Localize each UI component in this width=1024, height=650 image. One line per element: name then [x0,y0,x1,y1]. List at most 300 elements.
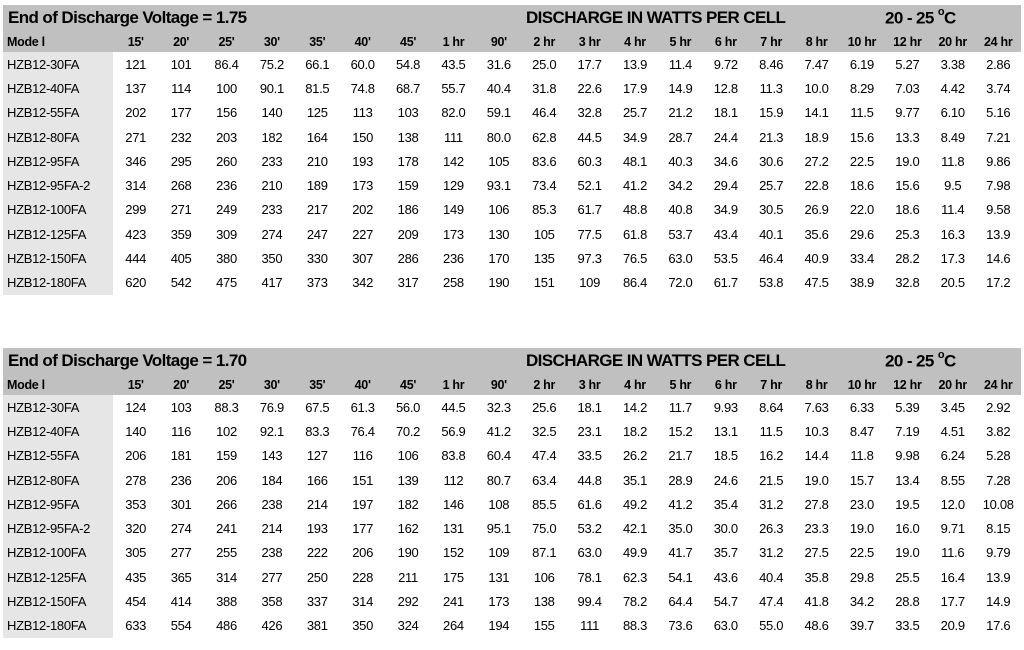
watts-value-cell: 61.7 [577,202,602,218]
watts-value-cell: 90.1 [259,80,284,96]
watts-value-cell: 184 [261,472,283,488]
watts-value-cell: 76.4 [350,423,375,439]
watts-value-cell: 17.2 [986,275,1011,291]
watts-value-cell: 217 [306,202,328,218]
watts-value-cell: 194 [488,618,510,634]
duration-column-header: 6 hr [703,374,748,395]
model-name-cell: HZB12-55FA [3,101,113,125]
model-name-cell: HZB12-95FA [3,492,113,516]
watts-value-cell: 12.0 [940,496,965,512]
watts-value-cell: 19.0 [804,472,829,488]
watts-value-cell: 87.1 [532,545,557,561]
discharge-table [3,374,1021,638]
watts-value-cell: 16.0 [895,521,920,537]
watts-value-cell: 16.2 [759,448,784,464]
watts-value-cell: 35.8 [804,569,829,585]
duration-column-header: 3 hr [567,31,612,52]
watts-value-cell: 130 [488,226,510,242]
watts-value-cell: 29.8 [849,569,874,585]
watts-value-cell: 41.2 [486,423,511,439]
watts-value-cell: 48.1 [622,153,648,169]
model-column-header: Mode l [3,31,113,52]
watts-value-cell: 28.8 [895,594,920,610]
watts-value-cell: 35.6 [804,226,829,242]
watts-value-cell: 15.6 [849,129,874,145]
table-row [3,125,1021,149]
watts-value-cell: 19.5 [895,496,920,512]
watts-value-cell: 131 [443,521,464,537]
watts-value-cell: 21.3 [759,129,784,145]
watts-value-cell: 27.2 [804,153,829,169]
watts-value-cell: 93.1 [486,178,511,194]
watts-value-cell: 56.0 [395,399,421,415]
watts-value-cell: 266 [216,496,237,512]
watts-value-cell: 182 [261,129,283,145]
watts-value-cell: 211 [398,569,418,585]
watts-value-cell: 162 [397,521,419,537]
watts-value-cell: 22.5 [849,153,874,169]
duration-column-header: 25' [204,374,249,395]
watts-value-cell: 7.03 [895,80,920,96]
watts-value-cell: 46.4 [532,105,557,121]
watts-value-cell: 11.5 [850,105,874,121]
watts-value-cell: 286 [397,251,419,267]
watts-value-cell: 111 [443,129,463,145]
watts-value-cell: 88.3 [214,399,239,415]
watts-value-cell: 373 [306,275,328,291]
watts-value-cell: 83.8 [441,448,466,464]
watts-value-cell: 2.86 [986,56,1011,72]
watts-value-cell: 129 [443,178,464,194]
watts-value-cell: 3.74 [986,80,1011,96]
watts-value-cell: 210 [261,178,283,194]
header-row [3,374,1021,395]
watts-value-cell: 359 [170,226,192,242]
watts-value-cell: 75.2 [259,56,284,72]
table-row [3,246,1021,270]
watts-value-cell: 7.19 [895,423,920,439]
watts-value-cell: 124 [125,399,147,415]
watts-value-cell: 92.1 [259,423,284,439]
watts-value-cell: 23.0 [849,496,874,512]
watts-value-cell: 156 [216,105,237,121]
watts-value-cell: 241 [443,594,464,610]
watts-value-cell: 74.8 [350,80,375,96]
watts-value-cell: 43.5 [441,56,466,72]
watts-value-cell: 149 [443,202,464,218]
duration-column-header: 15' [113,374,158,395]
watts-value-cell: 76.9 [259,399,284,415]
watts-value-cell: 62.3 [622,569,648,585]
duration-column-header: 4 hr [612,374,657,395]
watts-value-cell: 13.4 [895,472,920,488]
watts-value-cell: 26.2 [622,448,648,464]
watts-value-cell: 324 [397,618,419,634]
watts-value-cell: 7.21 [986,129,1011,145]
watts-value-cell: 43.6 [713,569,738,585]
watts-value-cell: 61.6 [577,496,602,512]
watts-value-cell: 181 [170,448,192,464]
watts-value-cell: 61.3 [350,399,375,415]
watts-value-cell: 113 [352,105,373,121]
table-row [3,589,1021,613]
watts-value-cell: 44.8 [577,472,602,488]
watts-value-cell: 475 [216,275,237,291]
duration-column-header: 1 hr [431,31,476,52]
watts-value-cell: 19.0 [895,545,920,561]
end-voltage-title: End of Discharge Voltage = 1.75 [8,8,247,27]
watts-value-cell: 190 [488,275,510,291]
table-row [3,222,1021,246]
watts-value-cell: 9.71 [940,521,965,537]
watts-value-cell: 10.08 [982,496,1014,512]
end-voltage-title: End of Discharge Voltage = 1.70 [8,351,247,370]
watts-value-cell: 13.9 [622,56,648,72]
duration-column-header: 24 hr [975,31,1021,52]
watts-value-cell: 274 [261,226,283,242]
watts-value-cell: 8.15 [986,521,1011,537]
watts-value-cell: 33.5 [895,618,920,634]
watts-value-cell: 20.5 [940,275,965,291]
watts-value-cell: 25.0 [532,56,557,72]
watts-value-cell: 423 [125,226,147,242]
table-row [3,271,1021,295]
table-row [3,395,1021,419]
discharge-subtitle: DISCHARGE IN WATTS PER CELL [526,8,786,27]
watts-value-cell: 66.1 [305,56,330,72]
watts-value-cell: 18.2 [622,423,648,439]
watts-value-cell: 68.7 [395,80,421,96]
watts-value-cell: 56.9 [441,423,466,439]
watts-value-cell: 40.4 [759,569,784,585]
watts-value-cell: 44.5 [441,399,466,415]
watts-value-cell: 142 [443,153,464,169]
watts-value-cell: 34.9 [713,202,738,218]
watts-value-cell: 61.8 [622,226,648,242]
watts-value-cell: 112 [443,472,464,488]
watts-value-cell: 63.0 [668,251,693,267]
watts-value-cell: 40.1 [759,226,784,242]
watts-value-cell: 140 [125,423,147,439]
watts-value-cell: 18.5 [713,448,738,464]
watts-value-cell: 54.8 [395,56,421,72]
watts-value-cell: 97.3 [577,251,602,267]
watts-value-cell: 8.64 [759,399,784,415]
watts-value-cell: 61.7 [713,275,738,291]
watts-value-cell: 27.8 [804,496,829,512]
watts-value-cell: 29.4 [713,178,738,194]
temperature-range: 20 - 25 $^o$C [885,349,956,371]
watts-value-cell: 38.9 [849,275,874,291]
watts-value-cell: 78.2 [622,594,648,610]
watts-value-cell: 554 [170,618,192,634]
duration-column-header: 10 hr [839,374,884,395]
watts-value-cell: 6.33 [849,399,874,415]
watts-value-cell: 277 [261,569,283,585]
watts-value-cell: 53.8 [759,275,784,291]
watts-value-cell: 21.5 [759,472,784,488]
watts-value-cell: 222 [306,545,328,561]
model-name-cell: HZB12-80FA [3,468,113,492]
duration-column-header: 7 hr [748,374,793,395]
watts-value-cell: 109 [579,275,600,291]
watts-value-cell: 32.8 [895,275,920,291]
watts-value-cell: 236 [170,472,192,488]
model-name-cell: HZB12-100FA [3,541,113,565]
watts-value-cell: 109 [488,545,510,561]
watts-value-cell: 22.5 [849,545,874,561]
watts-value-cell: 81.5 [305,80,330,96]
watts-value-cell: 23.3 [804,521,829,537]
watts-value-cell: 13.1 [713,423,738,439]
table-row [3,149,1021,173]
watts-value-cell: 31.2 [759,545,784,561]
watts-value-cell: 353 [125,496,147,512]
table-row [3,444,1021,468]
model-name-cell: HZB12-80FA [3,125,113,149]
watts-value-cell: 35.7 [713,545,738,561]
watts-value-cell: 193 [306,521,328,537]
watts-value-cell: 48.6 [804,618,829,634]
discharge-table-block-1 [3,5,1021,295]
watts-value-cell: 63.0 [577,545,602,561]
watts-value-cell: 228 [352,569,374,585]
watts-value-cell: 28.9 [668,472,693,488]
table-title-bar [3,5,1021,31]
watts-value-cell: 8.55 [940,472,965,488]
watts-value-cell: 307 [352,251,374,267]
duration-column-header: 40' [340,31,385,52]
watts-value-cell: 30.0 [713,521,738,537]
watts-value-cell: 350 [261,251,283,267]
watts-value-cell: 151 [533,275,555,291]
watts-value-cell: 305 [125,545,147,561]
watts-value-cell: 138 [397,129,419,145]
watts-value-cell: 34.9 [622,129,648,145]
duration-column-header: 35' [295,374,340,395]
watts-value-cell: 277 [170,545,192,561]
watts-value-cell: 11.4 [668,56,692,72]
watts-value-cell: 67.5 [305,399,330,415]
watts-value-cell: 14.9 [986,594,1011,610]
watts-value-cell: 101 [170,56,192,72]
watts-value-cell: 3.45 [940,399,965,415]
watts-value-cell: 30.5 [759,202,784,218]
duration-column-header: 30' [249,31,294,52]
duration-column-header: 2 hr [522,31,567,52]
watts-value-cell: 9.72 [713,56,738,72]
watts-value-cell: 83.3 [305,423,330,439]
watts-value-cell: 350 [352,618,374,634]
watts-value-cell: 18.9 [804,129,829,145]
watts-value-cell: 41.2 [668,496,693,512]
watts-value-cell: 20.9 [940,618,965,634]
watts-value-cell: 85.5 [532,496,557,512]
watts-value-cell: 55.7 [441,80,466,96]
watts-value-cell: 166 [306,472,328,488]
watts-value-cell: 6.10 [940,105,965,121]
watts-value-cell: 11.8 [941,153,965,169]
watts-value-cell: 83.6 [532,153,557,169]
duration-column-header: 8 hr [794,374,839,395]
duration-column-header: 30' [249,374,294,395]
watts-value-cell: 9.98 [895,448,920,464]
duration-column-header: 5 hr [658,31,703,52]
watts-value-cell: 25.7 [759,178,784,194]
watts-value-cell: 116 [352,448,373,464]
watts-value-cell: 155 [533,618,555,634]
watts-value-cell: 33.5 [577,448,602,464]
watts-value-cell: 49.9 [622,545,648,561]
watts-value-cell: 314 [216,569,237,585]
watts-value-cell: 47.5 [804,275,829,291]
table-row [3,101,1021,125]
watts-value-cell: 241 [216,521,237,537]
table-row [3,565,1021,589]
watts-value-cell: 64.4 [668,594,693,610]
watts-value-cell: 454 [125,594,147,610]
model-name-cell: HZB12-40FA [3,419,113,443]
table-row [3,76,1021,100]
watts-value-cell: 111 [580,618,600,634]
table-row [3,492,1021,516]
watts-value-cell: 177 [170,105,192,121]
watts-value-cell: 30.6 [759,153,784,169]
watts-value-cell: 41.7 [668,545,693,561]
watts-value-cell: 17.3 [940,251,965,267]
model-name-cell: HZB12-30FA [3,395,113,419]
duration-column-header: 12 hr [885,31,930,52]
watts-value-cell: 32.5 [532,423,557,439]
watts-value-cell: 53.7 [668,226,693,242]
watts-value-cell: 301 [170,496,192,512]
watts-value-cell: 193 [352,153,374,169]
watts-value-cell: 32.8 [577,105,602,121]
watts-value-cell: 206 [125,448,147,464]
watts-value-cell: 202 [352,202,374,218]
watts-value-cell: 106 [533,569,555,585]
duration-column-header: 2 hr [522,374,567,395]
watts-value-cell: 3.82 [986,423,1011,439]
watts-value-cell: 34.2 [668,178,693,194]
watts-value-cell: 24.4 [713,129,738,145]
watts-value-cell: 127 [306,448,328,464]
watts-value-cell: 405 [170,251,192,267]
watts-value-cell: 346 [125,153,147,169]
model-name-cell: HZB12-180FA [3,271,113,295]
watts-value-cell: 18.6 [895,202,920,218]
watts-value-cell: 31.6 [486,56,511,72]
duration-column-header: 20' [158,374,203,395]
watts-value-cell: 41.8 [804,594,829,610]
duration-column-header: 12 hr [885,374,930,395]
watts-value-cell: 16.4 [940,569,965,585]
watts-value-cell: 47.4 [759,594,784,610]
table-row [3,516,1021,540]
watts-value-cell: 78.1 [577,569,602,585]
watts-value-cell: 159 [216,448,237,464]
watts-value-cell: 8.46 [759,56,784,72]
watts-value-cell: 5.28 [986,448,1011,464]
watts-value-cell: 182 [397,496,419,512]
duration-column-header: 20' [158,31,203,52]
duration-column-header: 10 hr [839,31,884,52]
temperature-range: 20 - 25 $^o$C [885,6,956,28]
watts-value-cell: 13.9 [986,226,1011,242]
watts-value-cell: 2.92 [986,399,1011,415]
watts-value-cell: 170 [488,251,510,267]
watts-value-cell: 178 [397,153,419,169]
watts-value-cell: 255 [216,545,237,561]
watts-value-cell: 21.2 [668,105,693,121]
watts-value-cell: 9.79 [986,545,1011,561]
watts-value-cell: 4.42 [940,80,965,96]
model-name-cell: HZB12-30FA [3,52,113,76]
duration-column-header: 3 hr [567,374,612,395]
watts-value-cell: 10.3 [804,423,829,439]
watts-value-cell: 40.8 [668,202,693,218]
watts-value-cell: 22.0 [849,202,874,218]
watts-value-cell: 203 [216,129,237,145]
duration-column-header: 6 hr [703,31,748,52]
watts-value-cell: 17.7 [940,594,965,610]
duration-column-header: 25' [204,31,249,52]
watts-value-cell: 14.2 [622,399,648,415]
watts-value-cell: 108 [488,496,510,512]
watts-value-cell: 271 [170,202,192,218]
watts-value-cell: 197 [352,496,374,512]
watts-value-cell: 278 [125,472,147,488]
watts-value-cell: 46.4 [759,251,784,267]
watts-value-cell: 138 [533,594,555,610]
watts-value-cell: 292 [397,594,419,610]
watts-value-cell: 44.5 [577,129,602,145]
watts-value-cell: 99.4 [577,594,602,610]
duration-column-header: 5 hr [658,374,703,395]
watts-value-cell: 41.2 [622,178,648,194]
watts-value-cell: 249 [216,202,237,218]
watts-value-cell: 5.39 [895,399,920,415]
watts-value-cell: 380 [216,251,237,267]
watts-value-cell: 31.8 [532,80,557,96]
watts-value-cell: 140 [261,105,283,121]
watts-value-cell: 7.98 [986,178,1011,194]
watts-value-cell: 35.1 [622,472,648,488]
watts-value-cell: 4.51 [940,423,965,439]
watts-value-cell: 80.7 [486,472,511,488]
duration-column-header: 8 hr [794,31,839,52]
watts-value-cell: 173 [352,178,374,194]
watts-value-cell: 268 [170,178,192,194]
table-row [3,52,1021,76]
watts-value-cell: 86.4 [214,56,239,72]
watts-value-cell: 330 [306,251,328,267]
watts-value-cell: 13.9 [986,569,1011,585]
watts-value-cell: 33.4 [849,251,874,267]
watts-value-cell: 175 [443,569,464,585]
watts-value-cell: 40.4 [486,80,511,96]
watts-value-cell: 53.2 [577,521,602,537]
watts-value-cell: 414 [170,594,192,610]
watts-value-cell: 210 [306,153,328,169]
watts-value-cell: 14.9 [668,80,693,96]
watts-value-cell: 39.7 [849,618,874,634]
watts-value-cell: 14.6 [986,251,1011,267]
duration-column-header: 7 hr [748,31,793,52]
watts-value-cell: 95.1 [486,521,511,537]
watts-value-cell: 14.1 [804,105,829,121]
watts-value-cell: 214 [306,496,328,512]
